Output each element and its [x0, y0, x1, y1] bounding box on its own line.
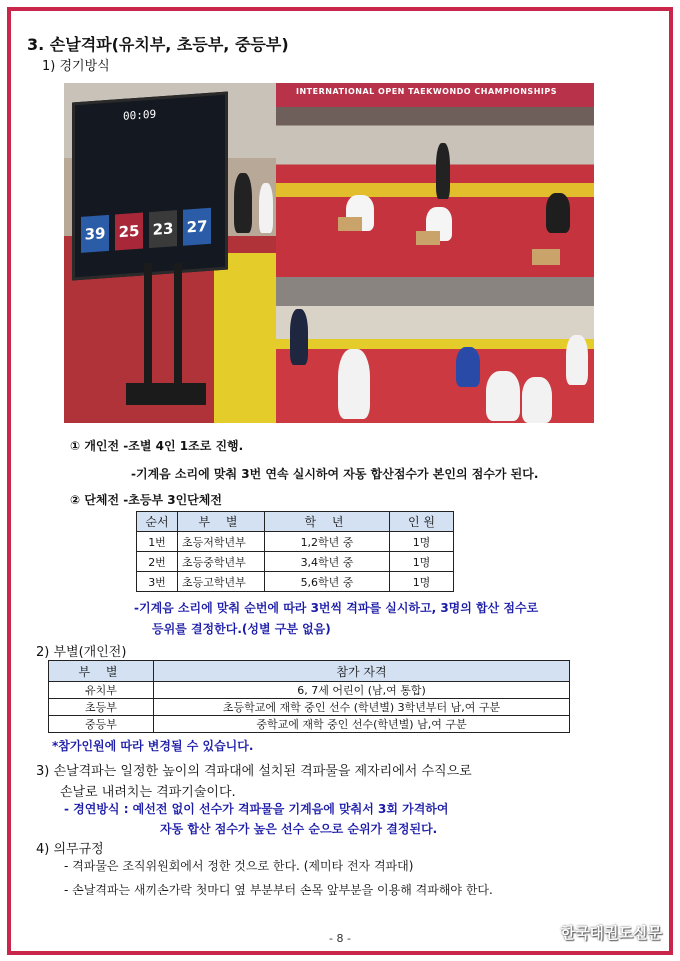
division-cell: 6, 7세 어린이 (남,여 통합): [154, 682, 570, 699]
division-cell: 유치부: [49, 682, 154, 699]
team-note-line1: -기계음 소리에 맞춰 순번에 따라 3번씩 격파를 실시하고, 3명의 합산 점수로: [134, 601, 539, 615]
team-cell: 1명: [390, 572, 454, 592]
team-note-line2: 등위를 결정한다.(성별 구분 없음): [152, 622, 331, 636]
team-cell: 2번: [137, 552, 178, 572]
team-label: ② 단체전 -초등부 3인단체전: [70, 493, 222, 507]
rule-item-2: - 손날격파는 새끼손가락 첫마디 옆 부분부터 손목 앞부분을 이용해 격파해야 한다.: [64, 883, 493, 897]
score-1: 39: [81, 215, 109, 253]
page-number: - 8 -: [329, 932, 351, 945]
division-cell: 초등부: [49, 699, 154, 716]
team-cell: 1명: [390, 532, 454, 552]
subsection-3-method-line1: - 경연방식 : 예선전 없이 선수가 격파물을 기계음에 맞춰서 3회 가격하여: [64, 802, 449, 816]
team-cell: 초등고학년부: [178, 572, 265, 592]
team-cell: 1명: [390, 552, 454, 572]
team-table: [136, 511, 454, 592]
team-header-division: 부 별: [178, 512, 265, 532]
photo-competition-bottom: [276, 277, 594, 423]
team-header-order: 순서: [137, 512, 178, 532]
division-note: *참가인원에 따라 변경될 수 있습니다.: [52, 739, 254, 753]
team-cell: 초등중학년부: [178, 552, 265, 572]
individual-desc: -기계음 소리에 맞춰 3번 연속 실시하여 자동 합산점수가 본인의 점수가 된다.: [131, 467, 539, 481]
photo-competition-top: [276, 83, 594, 277]
team-cell: 1,2학년 중: [265, 532, 390, 552]
team-header-grade: 학 년: [265, 512, 390, 532]
division-cell: 중등부: [49, 716, 154, 733]
watermark: 한국태권도신문: [560, 924, 662, 942]
subsection-3-method-line2: 자동 합산 점수가 높은 선수 순으로 순위가 결정된다.: [160, 822, 438, 836]
subsection-3-line1: 3) 손날격파는 일정한 높이의 격파대에 설치된 격파물을 제자리에서 수직으로: [36, 764, 472, 779]
table-row: [49, 699, 570, 716]
subsection-1-title: 1) 경기방식: [42, 59, 110, 74]
score-2: 25: [115, 212, 143, 250]
table-row: [49, 716, 570, 733]
division-table: [48, 660, 570, 733]
table-row: [49, 682, 570, 699]
score-4: 27: [183, 208, 211, 246]
table-row: [137, 572, 454, 592]
team-cell: 1번: [137, 532, 178, 552]
scoreboard-monitor: [72, 92, 228, 281]
subsection-3-line2: 손날로 내려치는 격파기술이다.: [60, 785, 236, 800]
division-table-header: [49, 661, 570, 682]
team-header-count: 인 원: [390, 512, 454, 532]
team-cell: 5,6학년 중: [265, 572, 390, 592]
team-cell: 3,4학년 중: [265, 552, 390, 572]
individual-label: ① 개인전 -조별 4인 1조로 진행.: [70, 439, 244, 453]
subsection-4-title: 4) 의무규정: [36, 842, 104, 857]
table-row: [137, 552, 454, 572]
photo-scoreboard: [64, 83, 276, 423]
division-header-eligibility: 참가 자격: [154, 661, 570, 682]
division-cell: 중학교에 재학 중인 선수(학년별) 남,여 구분: [154, 716, 570, 733]
team-cell: 초등저학년부: [178, 532, 265, 552]
rule-item-1: - 격파물은 조직위원회에서 정한 것으로 한다. (제미타 전자 격파대): [64, 859, 414, 873]
subsection-2-title: 2) 부별(개인전): [36, 645, 127, 660]
team-table-header: [137, 512, 454, 532]
division-header-name: 부 별: [49, 661, 154, 682]
table-row: [137, 532, 454, 552]
division-cell: 초등학교에 재학 중인 선수 (학년별) 3학년부터 남,여 구분: [154, 699, 570, 716]
scoreboard-timer: 00:09: [123, 107, 157, 123]
section-title: 3. 손날격파(유치부, 초등부, 중등부): [27, 35, 289, 54]
event-banner: INTERNATIONAL OPEN TAEKWONDO CHAMPIONSHIPS: [296, 87, 557, 96]
score-3: 23: [149, 210, 177, 248]
team-cell: 3번: [137, 572, 178, 592]
